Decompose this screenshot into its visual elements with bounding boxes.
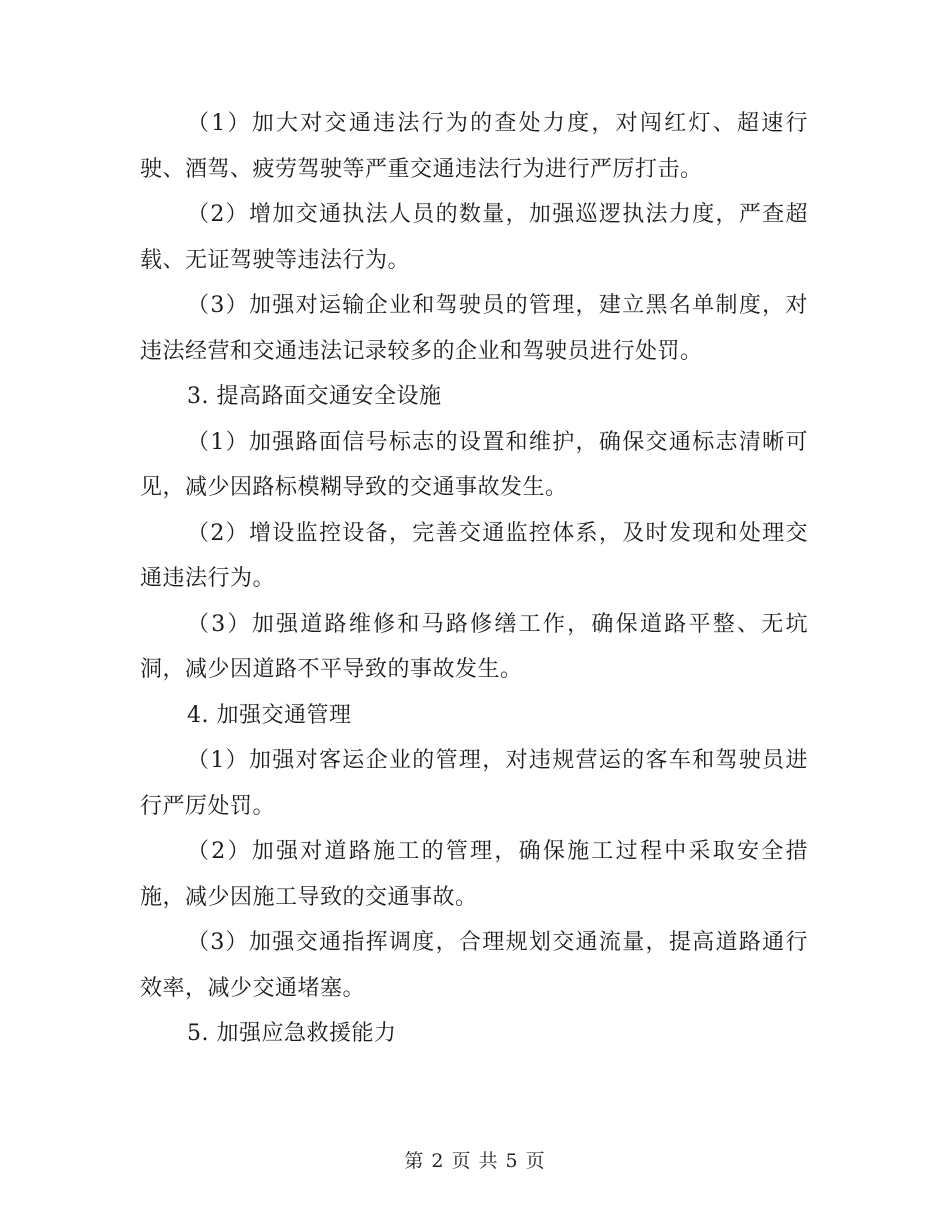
paragraph-management-3: （3）加强交通指挥调度，合理规划交通流量，提高道路通行效率，减少交通堵塞。 bbox=[140, 930, 808, 1001]
page-number-footer: 第 2 页 共 5 页 bbox=[404, 1150, 546, 1172]
paragraph-management-1: （1）加强对客运企业的管理，对违规营运的客车和驾驶员进行严厉处罚。 bbox=[140, 748, 808, 819]
paragraph-enforcement-1: （1）加大对交通违法行为的查处力度，对闯红灯、超速行驶、酒驾、疲劳驾驶等严重交通违法行为进行严厉打击。 bbox=[140, 111, 808, 182]
paragraph-facilities-2: （2）增设监控设备，完善交通监控体系，及时发现和处理交通违法行为。 bbox=[140, 520, 808, 591]
paragraph-facilities-3: （3）加强道路维修和马路修缮工作，确保道路平整、无坑洞，减少因道路不平导致的事故发生。 bbox=[140, 611, 808, 682]
paragraph-enforcement-3: （3）加强对运输企业和驾驶员的管理，建立黑名单制度，对违法经营和交通违法记录较多的企业和驾驶员进行处罚。 bbox=[140, 293, 808, 364]
paragraph-facilities-1: （1）加强路面信号标志的设置和维护，确保交通标志清晰可见，减少因路标模糊导致的交通事故发生。 bbox=[140, 429, 808, 500]
section-heading-3: 3. 提高路面交通安全设施 bbox=[187, 384, 442, 409]
section-heading-5: 5. 加强应急救援能力 bbox=[187, 1021, 397, 1046]
section-heading-4: 4. 加强交通管理 bbox=[187, 702, 352, 728]
document-body bbox=[140, 101, 808, 1057]
paragraph-management-2: （2）加强对道路施工的管理，确保施工过程中采取安全措施，减少因施工导致的交通事故。 bbox=[140, 839, 808, 910]
paragraph-enforcement-2: （2）增加交通执法人员的数量，加强巡逻执法力度，严查超载、无证驾驶等违法行为。 bbox=[140, 202, 808, 273]
